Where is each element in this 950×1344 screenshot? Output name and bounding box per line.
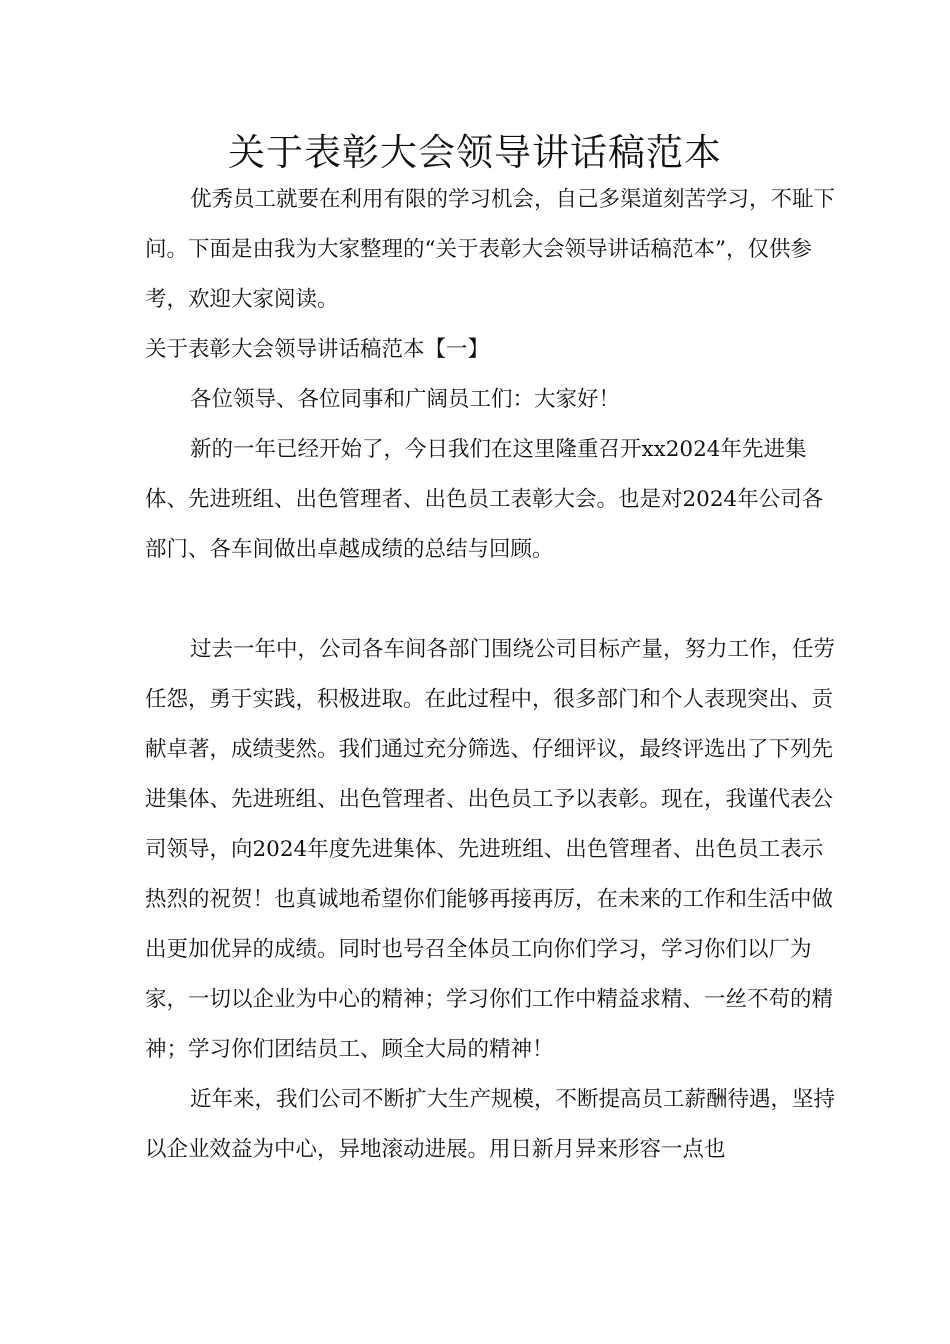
paragraph-gap xyxy=(145,575,835,625)
document-title: 关于表彰大会领导讲话稿范本 xyxy=(228,131,722,174)
section-heading: 关于表彰大会领导讲话稿范本【一】 xyxy=(145,337,490,362)
body-paragraph-3: 近年来，我们公司不断扩大生产规模，不断提高员工薪酬待遇，坚持以企业效益为中心，异地滚动进展。用日新月异来形容一点也 xyxy=(145,1087,836,1162)
document-body xyxy=(145,175,835,1175)
greeting-paragraph: 各位领导、各位同事和广阔员工们：大家好！ xyxy=(190,387,621,412)
body-paragraph-1: 新的一年已经开始了，今日我们在这里隆重召开xx2024年先进集体、先进班组、出色管理者、出色员工表彰大会。也是对2024年公司各部门、各车间做出卓越成绩的总结与回顾。 xyxy=(145,437,824,562)
intro-paragraph: 优秀员工就要在利用有限的学习机会，自己多渠道刻苦学习，不耻下问。下面是由我为大家整理的“关于表彰大会领导讲话稿范本”，仅供参考，欢迎大家阅读。 xyxy=(145,187,836,312)
body-paragraph-2: 过去一年中，公司各车间各部门围绕公司目标产量，努力工作，任劳任怨，勇于实践，积极进取。在此过程中，很多部门和个人表现突出、贡献卓著，成绩斐然。我们通过充分筛选、仔细评议，最终评选出了下列先进集体、先进班组、出色管理者、出色员工予以表彰。现在，我谨代表公司领导，向2024年度先进集体、先进班组、出色管理者、出色员工表示热烈的祝贺！也真诚地希望你们能够再接再厉，在未来的工作和生活中做出更加优异的成绩。同时也号召全体员工向你们学习，学习你们以厂为家，一切以企业为中心的精神；学习你们工作中精益求精、一丝不苟的精神；学习你们团结员工、顾全大局的精神！ xyxy=(145,637,836,1062)
